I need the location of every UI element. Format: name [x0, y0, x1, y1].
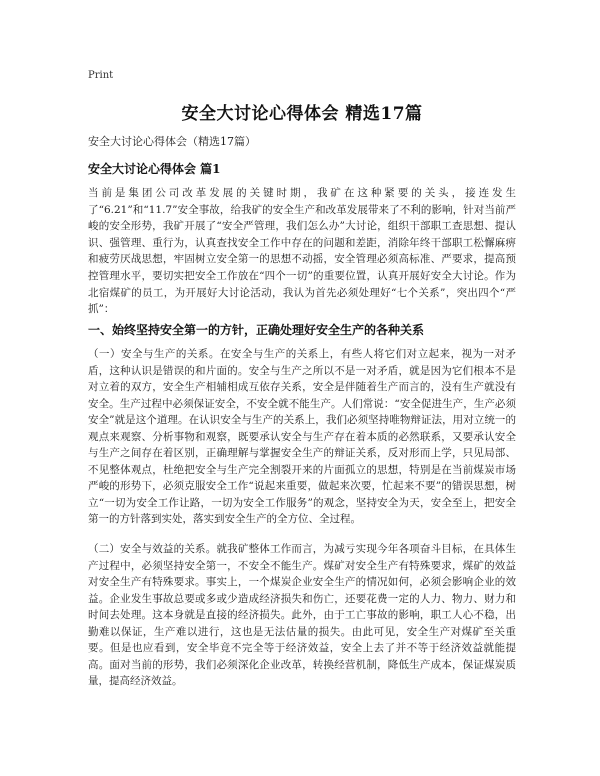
page-title: 安全大讨论心得体会 精选17篇	[181, 104, 423, 124]
print-label[interactable]: Print	[88, 70, 114, 81]
paragraph-safety-production: （一）安全与生产的关系。在安全与生产的关系上，有些人将它们对立起来，视为一对矛盾，这种认识是错误的和片面的。安全与生产之所以不是一对矛盾，就是因为它们根本不是对立着的双方，安全生产相辅相成互依存关系，安全是伴随着生产而言的，没有生产就没有安全。生产过程中必须保证安全，不安全就不能生产。人们常说：“安全促进生产，生产必须安全”就是这个道理。在认识安全与生产的关系上，我们必须坚持唯物辩证法，用对立统一的观点来观察、分析事物和观察，既要承认安全与生产存在着本质的必然联系，又要承认安全与生产之间存在着区别，正确理解与掌握安全生产的辩证关系，反对形而上学，只见局部、不见整体观点，杜绝把安全与生产完全割裂开来的片面孤立的思想，特别是在当前煤炭市场严峻的形势下，必须克服安全工作“说起来重要，做起来次要，忙起来不要”的错误思想，树立“一切为安全工作让路，一切为安全工作服务”的观念，坚持安全为天，安全至上，把安全第一的方针落到实处，落实到安全生产的全方位、全过程。	[88, 348, 516, 525]
paragraph-safety-benefit: （二）安全与效益的关系。就我矿整体工作而言，为减亏实现今年各项奋斗目标，在具体生产过程中，必须坚持安全第一，不安全不能生产。煤矿对安全生产有特殊要求，煤矿的效益对安全生产有特殊要求。事实上，一个煤炭企业安全生产的情况如何，必须会影响企业的效益。企业发生事故总要或多或少造成经济损失和伤亡，还要花费一定的人力、物力、财力和时间去处理。这本身就是直接的经济损失。此外，由于工亡事故的影响，职工人心不稳，出勤难以保证，生产难以进行，这也是无法估量的损失。由此可见，安全生产对煤矿至关重要。但是也应看到，安全毕竟不完全等于经济效益，安全上去了并不等于经济效益就能提高。面对当前的形势，我们必须深化企业改革，转换经营机制，降低生产成本，保证煤炭质量，提高经济效益。	[88, 543, 516, 687]
page-subtitle: 安全大讨论心得体会（精选17篇）	[88, 135, 256, 148]
intro-paragraph: 当前是集团公司改革发展的关键时期，我矿在这种紧要的关头，接连发生了“6.21”和“11.7”安全事故，给我矿的安全生产和改革发展带来了不利的影响，针对当前严峻的安全形势，我矿开展了“安全严管理，我们怎么办”大讨论，组织干部职工查思想、提认识、强管理、重行为，认真查找安全工作中存在的问题和差距，消除年终干部职工松懈麻痹和疲劳厌战思想，牢固树立安全第一的思想不动摇，安全管理必须高标准、严要求，提高预控管理水平，要切实把安全工作放在“四个一切”的重要位置，认真开展好安全大讨论。作为北宿煤矿的员工，为开展好大讨论活动，我认为首先必须处理好“七个关系”，突出四个“严抓”：	[88, 187, 516, 316]
heading-safety-first: 一、始终坚持安全第一的方针，正确处理好安全生产的各种关系	[88, 323, 425, 337]
section-title: 安全大讨论心得体会 篇1	[88, 162, 221, 176]
